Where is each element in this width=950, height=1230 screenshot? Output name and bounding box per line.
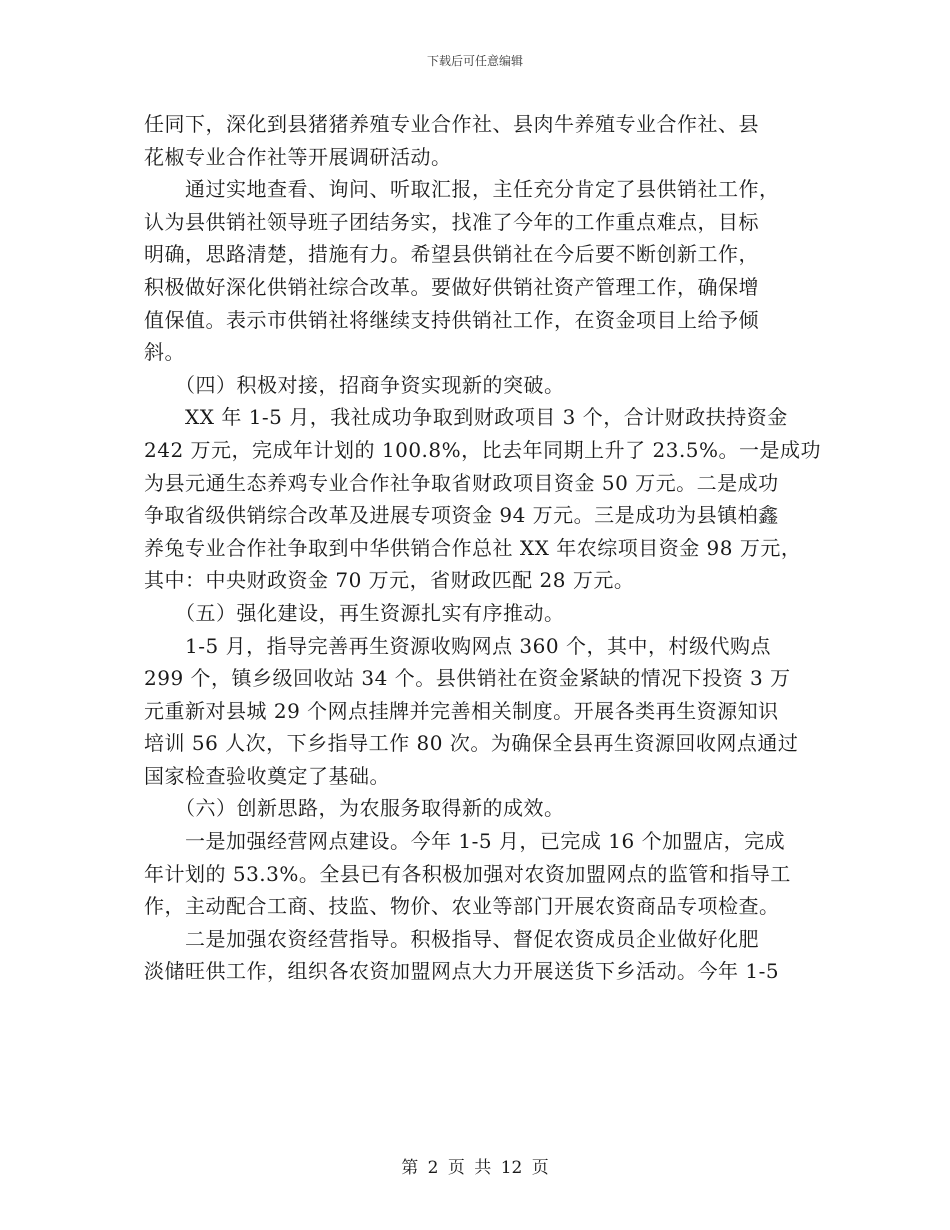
text-line: 花椒专业合作社等开展调研活动。 — [144, 144, 452, 169]
text-line: 养兔专业合作社争取到中华供销合作总社 XX 年农综项目资金 98 万元， — [144, 535, 802, 560]
text-line: 为县元通生态养鸡专业合作社争取省财政项目资金 50 万元。二是成功 — [144, 470, 779, 495]
text-line: 年计划的 53.3%。全县已有各积极加强对农资加盟网点的监管和指导工 — [144, 861, 791, 886]
text-line: 国家检查验收奠定了基础。 — [144, 763, 390, 788]
text-line: 其中：中央财政资金 70 万元，省财政匹配 28 万元。 — [144, 568, 635, 593]
text-line: 一是加强经营网点建设。今年 1-5 月，已完成 16 个加盟店，完成 — [144, 829, 786, 854]
text-line: 元重新对县城 29 个网点挂牌并完善相关制度。开展各类再生资源知识 — [144, 698, 779, 723]
page-header: 下载后可任意编辑 — [426, 54, 523, 68]
section-heading: （四）积极对接，招商争资实现新的突破。 — [144, 372, 565, 397]
section-heading: （六）创新思路，为农服务取得新的成效。 — [144, 796, 565, 821]
text-line: 242 万元，完成年计划的 100.8%，比去年同期上升了 23.5%。一是成功 — [144, 437, 822, 462]
page-footer: 第 2 页 共 12 页 — [401, 1158, 549, 1178]
text-line: 299 个，镇乡级回收站 34 个。县供销社在资金紧缺的情况下投资 3 万 — [144, 666, 791, 691]
document-body — [144, 109, 822, 989]
text-line: 值保值。表示市供销社将继续支持供销社工作，在资金项目上给予倾 — [144, 307, 759, 332]
text-line: 培训 56 人次，下乡指导工作 80 次。为确保全县再生资源回收网点通过 — [144, 731, 799, 756]
text-line: 作，主动配合工商、技监、物价、农业等部门开展农资商品专项检查。 — [144, 894, 780, 919]
text-line: 明确，思路清楚，措施有力。希望县供销社在今后要不断创新工作， — [144, 242, 759, 267]
text-line: XX 年 1-5 月，我社成功争取到财政项目 3 个，合计财政扶持资金 — [144, 405, 788, 430]
text-line: 斜。 — [144, 340, 185, 365]
text-line: 二是加强农资经营指导。积极指导、督促农资成员企业做好化肥 — [144, 926, 759, 951]
text-line: 争取省级供销综合改革及进展专项资金 94 万元。三是成功为县镇柏鑫 — [144, 503, 779, 528]
section-heading: （五）强化建设，再生资源扎实有序推动。 — [144, 600, 565, 625]
text-line: 认为县供销社领导班子团结务实，找准了今年的工作重点难点，目标 — [144, 209, 759, 234]
text-line: 任同下，深化到县猪猪养殖专业合作社、县肉牛养殖专业合作社、县 — [144, 112, 759, 136]
text-line: 通过实地查看、询问、听取汇报，主任充分肯定了县供销社工作， — [144, 177, 780, 202]
text-line: 淡储旺供工作，组织各农资加盟网点大力开展送货下乡活动。今年 1-5 — [144, 959, 780, 984]
text-line: 积极做好深化供销社综合改革。要做好供销社资产管理工作，确保增 — [144, 274, 759, 299]
text-line: 1-5 月，指导完善再生资源收购网点 360 个，其中，村级代购点 — [144, 633, 771, 658]
